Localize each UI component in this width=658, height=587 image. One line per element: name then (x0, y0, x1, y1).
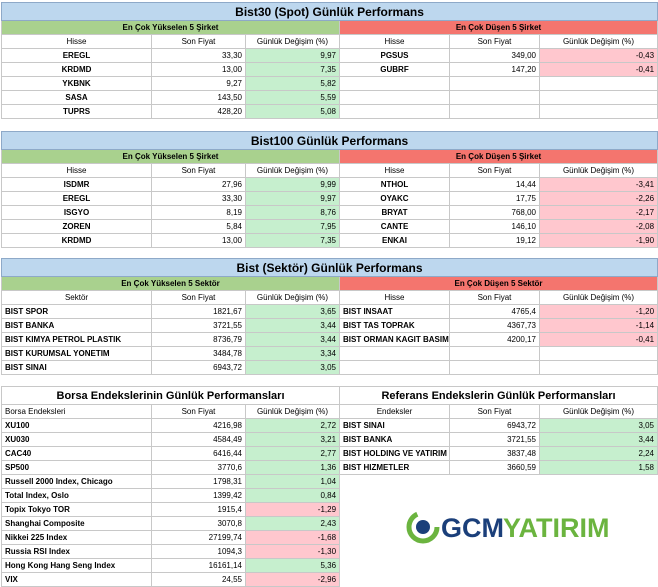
table-cell: ZOREN (2, 220, 152, 234)
table-row (2, 220, 658, 234)
section-title: Bist (Sektör) Günlük Performans (2, 259, 658, 277)
column-header: Son Fiyat (152, 405, 246, 419)
table-cell: ISGYO (2, 206, 152, 220)
table-cell: BIST KIMYA PETROL PLASTIK (2, 333, 152, 347)
column-header: Sektör (2, 291, 152, 305)
bist100-rows (2, 178, 658, 248)
table-cell: 3770,6 (152, 461, 246, 475)
rising-header: En Çok Yükselen 5 Şirket (2, 21, 340, 35)
table-cell: Topix Tokyo TOR (2, 503, 152, 517)
table-row (2, 447, 340, 461)
table-cell: 5,36 (246, 559, 340, 573)
table-cell: BIST SINAI (340, 419, 450, 433)
table-cell: 5,82 (246, 77, 340, 91)
table-cell: 13,00 (152, 63, 246, 77)
table-cell: KRDMD (2, 63, 152, 77)
table-row (340, 433, 658, 447)
table-row (2, 419, 340, 433)
table-cell: 7,35 (246, 234, 340, 248)
table-row (2, 531, 340, 545)
table-cell: -0,41 (540, 333, 658, 347)
table-cell: BIST INSAAT (340, 305, 450, 319)
table-cell: 349,00 (450, 49, 540, 63)
table-cell (450, 91, 540, 105)
table-row (340, 447, 658, 461)
table-cell: BIST BANKA (2, 319, 152, 333)
table-cell: 1,04 (246, 475, 340, 489)
table-cell: 2,43 (246, 517, 340, 531)
table-row (2, 105, 658, 119)
table-cell: -1,30 (246, 545, 340, 559)
table-cell (540, 91, 658, 105)
table-row (2, 573, 340, 587)
table-cell (540, 77, 658, 91)
table-cell: -0,43 (540, 49, 658, 63)
table-cell: CANTE (340, 220, 450, 234)
column-header: Son Fiyat (152, 291, 246, 305)
table-cell: 0,84 (246, 489, 340, 503)
table-cell: 16161,14 (152, 559, 246, 573)
table-cell: Hong Kong Hang Seng Index (2, 559, 152, 573)
table-cell: BIST TAS TOPRAK (340, 319, 450, 333)
falling-header: En Çok Düşen 5 Şirket (340, 21, 658, 35)
table-cell: BIST ORMAN KAGIT BASIM (340, 333, 450, 347)
section-title: Borsa Endekslerinin Günlük Performansları (2, 387, 340, 405)
table-cell: -2,96 (246, 573, 340, 587)
table-cell: 3,05 (246, 361, 340, 375)
section-title: Referans Endekslerin Günlük Performansları (340, 387, 658, 405)
table-cell: SP500 (2, 461, 152, 475)
table-cell: 7,35 (246, 63, 340, 77)
column-header: Borsa Endeksleri (2, 405, 152, 419)
table-cell: BIST BANKA (340, 433, 450, 447)
column-header: Son Fiyat (152, 164, 246, 178)
table-row (2, 319, 658, 333)
table-cell: -2,26 (540, 192, 658, 206)
table-cell: 8,19 (152, 206, 246, 220)
table-cell: 768,00 (450, 206, 540, 220)
table-cell (340, 77, 450, 91)
table-cell: BIST SINAI (2, 361, 152, 375)
table-cell: EREGL (2, 192, 152, 206)
table-row (2, 77, 658, 91)
table-row (2, 475, 340, 489)
table-row (2, 433, 340, 447)
table-row (340, 419, 658, 433)
table-cell: 33,30 (152, 49, 246, 63)
table-cell (340, 347, 450, 361)
table-row (2, 63, 658, 77)
table-cell: CAC40 (2, 447, 152, 461)
table-cell: 143,50 (152, 91, 246, 105)
table-cell: 4200,17 (450, 333, 540, 347)
table-cell: 4765,4 (450, 305, 540, 319)
table-cell: 5,08 (246, 105, 340, 119)
gcm-yatirim-logo (405, 508, 635, 546)
table-cell: Shanghai Composite (2, 517, 152, 531)
table-cell: 6943,72 (450, 419, 540, 433)
table-cell: 3,34 (246, 347, 340, 361)
table-cell: 8736,79 (152, 333, 246, 347)
table-row (340, 461, 658, 475)
referans-rows (340, 419, 658, 475)
column-header: Son Fiyat (152, 35, 246, 49)
table-cell: 14,44 (450, 178, 540, 192)
table-cell: -1,68 (246, 531, 340, 545)
table-cell: -2,17 (540, 206, 658, 220)
table-cell: 3721,55 (450, 433, 540, 447)
table-row (2, 333, 658, 347)
column-header: Son Fiyat (450, 35, 540, 49)
column-header: Hisse (340, 164, 450, 178)
table-row (2, 192, 658, 206)
table-cell: 9,97 (246, 49, 340, 63)
table-cell: GUBRF (340, 63, 450, 77)
table-cell: 6416,44 (152, 447, 246, 461)
column-header: Hisse (2, 35, 152, 49)
table-cell: 3,05 (540, 419, 658, 433)
table-cell: -1,20 (540, 305, 658, 319)
column-header-row (2, 291, 658, 305)
table-row (2, 559, 340, 573)
table-cell: EREGL (2, 49, 152, 63)
column-header: Günlük Değişim (%) (246, 405, 340, 419)
table-cell: 3837,48 (450, 447, 540, 461)
column-header-row (340, 405, 658, 419)
table-row (2, 347, 658, 361)
table-row (2, 461, 340, 475)
table-cell: 9,99 (246, 178, 340, 192)
logo-text-yatirim: YATIRIM (503, 513, 610, 543)
table-cell: -1,90 (540, 234, 658, 248)
table-cell: 3660,59 (450, 461, 540, 475)
table-cell: 19,12 (450, 234, 540, 248)
column-header-row (2, 405, 340, 419)
table-cell: Russia RSI Index (2, 545, 152, 559)
logo-text-gcm: GCM (441, 513, 504, 543)
table-cell: PGSUS (340, 49, 450, 63)
rising-header: En Çok Yükselen 5 Şirket (2, 150, 340, 164)
table-cell: KRDMD (2, 234, 152, 248)
table-cell: -2,08 (540, 220, 658, 234)
section-title: Bist30 (Spot) Günlük Performans (2, 3, 658, 21)
column-header-row (2, 164, 658, 178)
table-cell: BIST HOLDING VE YATIRIM (340, 447, 450, 461)
borsa-rows (2, 419, 340, 587)
table-cell: 1399,42 (152, 489, 246, 503)
table-cell: 17,75 (450, 192, 540, 206)
table-cell: Total Index, Oslo (2, 489, 152, 503)
column-header: Günlük Değişim (%) (246, 35, 340, 49)
falling-header: En Çok Düşen 5 Sektör (340, 277, 658, 291)
table-cell: 13,00 (152, 234, 246, 248)
table-cell: BIST HIZMETLER (340, 461, 450, 475)
table-cell: 9,27 (152, 77, 246, 91)
table-cell: 1,36 (246, 461, 340, 475)
table-cell (540, 361, 658, 375)
table-cell (340, 361, 450, 375)
table-row (2, 517, 340, 531)
logo-icon (405, 508, 635, 546)
column-header: Günlük Değişim (%) (246, 164, 340, 178)
column-header: Endeksler (340, 405, 450, 419)
table-cell: 5,84 (152, 220, 246, 234)
table-cell: 3,44 (246, 319, 340, 333)
table-cell (450, 105, 540, 119)
table-row (2, 545, 340, 559)
table-cell: 6943,72 (152, 361, 246, 375)
bist100-table (1, 131, 658, 248)
table-cell: 4216,98 (152, 419, 246, 433)
table-cell: ENKAI (340, 234, 450, 248)
table-cell: VIX (2, 573, 152, 587)
column-header: Günlük Değişim (%) (540, 405, 658, 419)
table-cell: 27199,74 (152, 531, 246, 545)
table-cell: 9,97 (246, 192, 340, 206)
table-cell: 2,72 (246, 419, 340, 433)
table-cell: XU100 (2, 419, 152, 433)
table-cell: 8,76 (246, 206, 340, 220)
table-row (2, 234, 658, 248)
column-header: Hisse (340, 291, 450, 305)
table-cell: XU030 (2, 433, 152, 447)
table-row (2, 49, 658, 63)
table-cell: YKBNK (2, 77, 152, 91)
table-cell: TUPRS (2, 105, 152, 119)
column-header: Son Fiyat (450, 291, 540, 305)
table-cell: Russell 2000 Index, Chicago (2, 475, 152, 489)
table-cell: 3,44 (540, 433, 658, 447)
borsa-table (1, 386, 340, 587)
section-title: Bist100 Günlük Performans (2, 132, 658, 150)
table-cell: 4584,49 (152, 433, 246, 447)
sektor-table (1, 258, 658, 375)
sektor-rows (2, 305, 658, 375)
table-cell: -1,14 (540, 319, 658, 333)
referans-table (339, 386, 658, 475)
column-header: Hisse (340, 35, 450, 49)
table-row (2, 91, 658, 105)
table-row (2, 361, 658, 375)
column-header: Günlük Değişim (%) (540, 164, 658, 178)
table-cell: OYAKC (340, 192, 450, 206)
column-header: Hisse (2, 164, 152, 178)
table-cell: NTHOL (340, 178, 450, 192)
table-cell (340, 105, 450, 119)
table-cell: 1094,3 (152, 545, 246, 559)
column-header: Günlük Değişim (%) (540, 291, 658, 305)
table-row (2, 305, 658, 319)
table-cell: 3,65 (246, 305, 340, 319)
table-cell (450, 347, 540, 361)
table-cell: -1,29 (246, 503, 340, 517)
table-cell: 3721,55 (152, 319, 246, 333)
table-cell: 1798,31 (152, 475, 246, 489)
bist30-table (1, 2, 658, 119)
table-cell: BRYAT (340, 206, 450, 220)
table-cell: 2,24 (540, 447, 658, 461)
table-row (2, 206, 658, 220)
table-cell: BIST SPOR (2, 305, 152, 319)
table-cell: 1821,67 (152, 305, 246, 319)
column-header: Son Fiyat (450, 164, 540, 178)
table-cell: BIST KURUMSAL YONETIM (2, 347, 152, 361)
table-cell: ISDMR (2, 178, 152, 192)
table-cell: 3,44 (246, 333, 340, 347)
table-cell: SASA (2, 91, 152, 105)
table-cell: 147,20 (450, 63, 540, 77)
table-cell (450, 77, 540, 91)
table-cell: 1915,4 (152, 503, 246, 517)
table-cell: 24,55 (152, 573, 246, 587)
bist30-rows (2, 49, 658, 119)
column-header: Günlük Değişim (%) (540, 35, 658, 49)
table-cell: -0,41 (540, 63, 658, 77)
table-cell: 7,95 (246, 220, 340, 234)
table-cell: 428,20 (152, 105, 246, 119)
table-row (2, 178, 658, 192)
table-cell (450, 361, 540, 375)
column-header: Son Fiyat (450, 405, 540, 419)
table-cell: 146,10 (450, 220, 540, 234)
table-cell: 3070,8 (152, 517, 246, 531)
table-cell: 3,21 (246, 433, 340, 447)
table-cell: 27,96 (152, 178, 246, 192)
table-cell (340, 91, 450, 105)
table-cell: 3484,78 (152, 347, 246, 361)
column-header: Günlük Değişim (%) (246, 291, 340, 305)
table-cell: 33,30 (152, 192, 246, 206)
falling-header: En Çok Düşen 5 Şirket (340, 150, 658, 164)
table-cell: 4367,73 (450, 319, 540, 333)
column-header-row (2, 35, 658, 49)
table-row (2, 489, 340, 503)
table-cell: 1,58 (540, 461, 658, 475)
table-cell (540, 347, 658, 361)
table-cell: 2,77 (246, 447, 340, 461)
rising-header: En Çok Yükselen 5 Sektör (2, 277, 340, 291)
table-row (2, 503, 340, 517)
table-cell: -3,41 (540, 178, 658, 192)
table-cell: Nikkei 225 Index (2, 531, 152, 545)
table-cell (540, 105, 658, 119)
table-cell: 5,59 (246, 91, 340, 105)
